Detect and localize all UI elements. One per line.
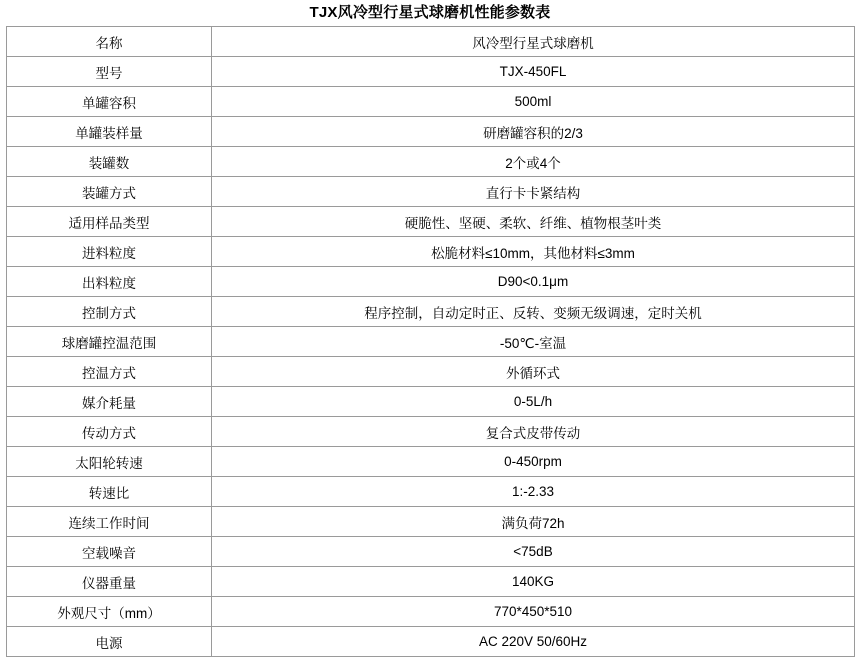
table-body (7, 27, 855, 657)
parameter-label: 媒介耗量 (7, 387, 212, 417)
table-row (7, 627, 855, 657)
parameter-label: 太阳轮转速 (7, 447, 212, 477)
parameter-label: 电源 (7, 627, 212, 657)
parameter-label: 控温方式 (7, 357, 212, 387)
parameter-value: 500ml (212, 87, 855, 117)
parameter-label: 仪器重量 (7, 567, 212, 597)
parameter-value: 1:-2.33 (212, 477, 855, 507)
table-row (7, 417, 855, 447)
parameter-value: 程序控制，自动定时正、反转、变频无级调速，定时关机 (212, 297, 855, 327)
table-row (7, 87, 855, 117)
table-row (7, 297, 855, 327)
parameter-value: 外循环式 (212, 357, 855, 387)
table-row (7, 387, 855, 417)
parameter-label: 出料粒度 (7, 267, 212, 297)
parameter-label: 装罐数 (7, 147, 212, 177)
table-row (7, 267, 855, 297)
parameter-value: D90<0.1μm (212, 267, 855, 297)
parameter-label: 进料粒度 (7, 237, 212, 267)
specifications-table (6, 26, 855, 657)
table-row (7, 507, 855, 537)
parameter-label: 名称 (7, 27, 212, 57)
table-row (7, 567, 855, 597)
parameter-value: TJX-450FL (212, 57, 855, 87)
parameter-value: 0-5L/h (212, 387, 855, 417)
parameter-value: <75dB (212, 537, 855, 567)
table-row (7, 177, 855, 207)
parameter-label: 传动方式 (7, 417, 212, 447)
parameter-value: 140KG (212, 567, 855, 597)
parameter-value: -50℃-室温 (212, 327, 855, 357)
parameter-value: 松脆材料≤10mm，其他材料≤3mm (212, 237, 855, 267)
table-row (7, 57, 855, 87)
parameter-label: 单罐装样量 (7, 117, 212, 147)
parameter-value: 风冷型行星式球磨机 (212, 27, 855, 57)
parameter-value: 研磨罐容积的2/3 (212, 117, 855, 147)
table-row (7, 357, 855, 387)
parameter-label: 转速比 (7, 477, 212, 507)
parameter-value: 直行卡卡紧结构 (212, 177, 855, 207)
parameter-label: 型号 (7, 57, 212, 87)
table-row (7, 447, 855, 477)
table-row (7, 477, 855, 507)
parameter-value: 0-450rpm (212, 447, 855, 477)
table-row (7, 597, 855, 627)
parameter-label: 装罐方式 (7, 177, 212, 207)
table-row (7, 147, 855, 177)
parameter-value: 2个或4个 (212, 147, 855, 177)
parameter-label: 连续工作时间 (7, 507, 212, 537)
table-row (7, 207, 855, 237)
parameter-label: 单罐容积 (7, 87, 212, 117)
table-row (7, 327, 855, 357)
parameter-value: AC 220V 50/60Hz (212, 627, 855, 657)
page-title: TJX风冷型行星式球磨机性能参数表 (309, 4, 551, 21)
parameter-value: 复合式皮带传动 (212, 417, 855, 447)
table-row (7, 117, 855, 147)
parameter-value: 770*450*510 (212, 597, 855, 627)
parameter-value: 满负荷72h (212, 507, 855, 537)
parameter-label: 球磨罐控温范围 (7, 327, 212, 357)
parameter-label: 空载噪音 (7, 537, 212, 567)
table-row (7, 237, 855, 267)
parameter-label: 适用样品类型 (7, 207, 212, 237)
table-row (7, 537, 855, 567)
parameter-label: 外观尺寸（mm） (7, 597, 212, 627)
parameter-value: 硬脆性、坚硬、柔软、纤维、植物根茎叶类 (212, 207, 855, 237)
parameter-label: 控制方式 (7, 297, 212, 327)
table-row (7, 27, 855, 57)
